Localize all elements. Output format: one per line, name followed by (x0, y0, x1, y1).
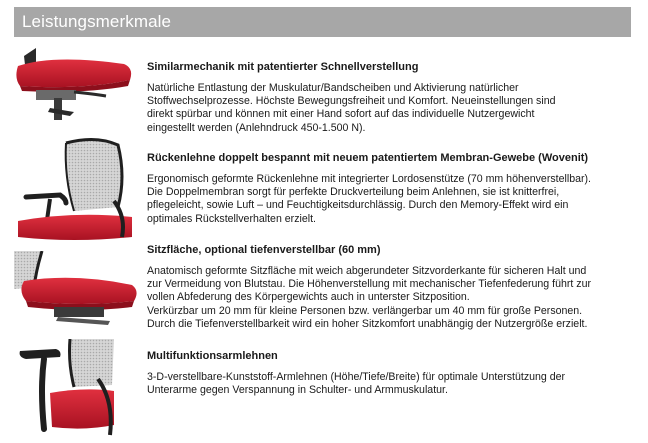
section-title: Leistungsmerkmale (22, 12, 172, 31)
section-header (14, 7, 631, 37)
feature-title: Similarmechanik mit patentierter Schnellverstellung (147, 61, 419, 73)
feature-title: Sitzfläche, optional tiefenverstellbar (60 mm) (147, 244, 381, 256)
feature-backrest (14, 137, 634, 247)
feature-title: Rückenlehne doppelt bespannt mit neuem patentiertem Membran-Gewebe (Wovenit) (147, 152, 589, 164)
feature-title: Multifunktionsarmlehnen (147, 350, 278, 362)
chair-backrest-icon (14, 137, 140, 229)
chair-mechanism-icon (14, 48, 140, 140)
feature-description: 3-D-verstellbare-Kunststoff-Armlehnen (Höhe/Tiefe/Breite) für optimale Unterstützung der Unterarme gegen Verspannung in Schulter- und Armmuskulatur. (147, 371, 566, 397)
feature-seat (14, 244, 634, 339)
chair-seat-icon (14, 251, 140, 343)
feature-description: Natürliche Entlastung der Muskulatur/Bandscheiben und Aktivierung natürlicher Stoffwechselprozesse. Höchste Bewegungsfreiheit und Komfort. Neueinstellungen sind direkt spürbar und können mit einer Hand sofort auf das individuelle Nutzergewicht eingestellt werden (Anlehndruck 450-1.500 N). (147, 82, 556, 134)
chair-armrest-icon (14, 339, 140, 431)
feature-armrest (14, 339, 634, 443)
feature-description: Ergonomisch geformte Rückenlehne mit integrierter Lordosenstütze (70 mm höhenverstellbar). Die Doppelmembran sorgt für perfekte Druckverteilung beim Anlehnen, sie ist knitterfrei, pflegeleicht, sowie Luft – und Feuchtigkeitsdurchlässig. Durch den Memory-Effekt wird ein optimales Rückstellverhalten erzielt. (147, 173, 591, 225)
feature-description: Anatomisch geformte Sitzfläche mit weich abgerundeter Sitzvorderkante für sicheren Halt und zur Vermeidung von Blutstau. Die Höhenverstellung mit mechanischer Tiefenfederung führt zur vollen Abfederung des Körpergewichts auch in unterster Sitzposition. Verkürzbar um 20 mm für kleine Personen bzw. verlängerbar um 40 mm für große Personen. Durch die Tiefenverstellbarkeit wird ein hoher Sitzkomfort unabhängig der Nutzergröße erzielt. (147, 265, 591, 330)
feature-mechanism (14, 48, 634, 133)
